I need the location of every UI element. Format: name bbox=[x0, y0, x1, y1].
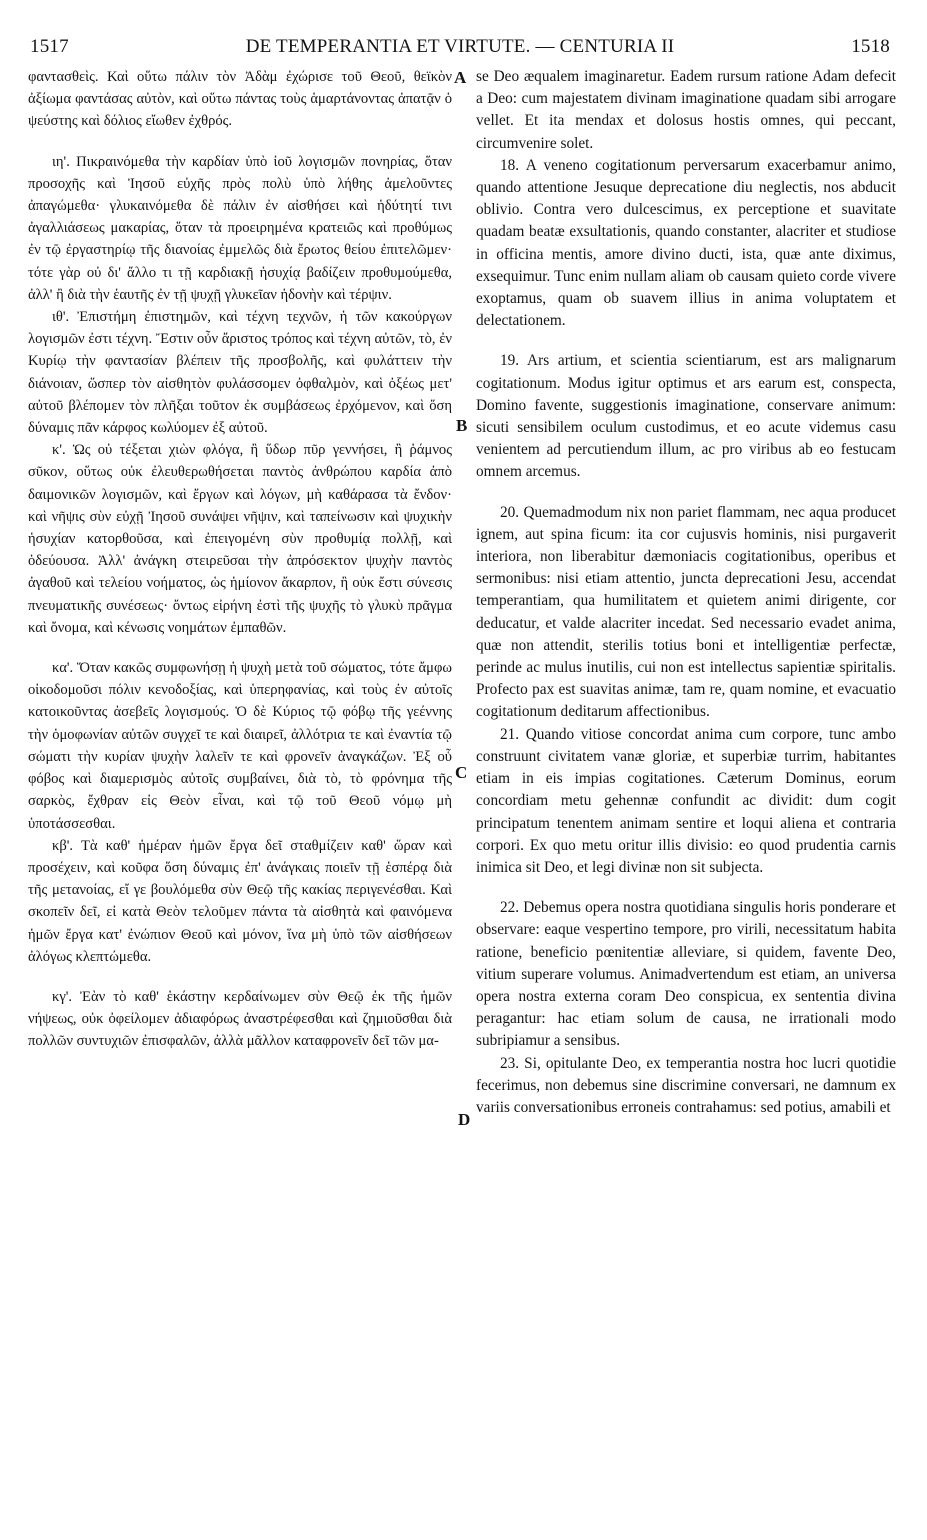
latin-column bbox=[476, 66, 896, 1119]
margin-marker-a: A bbox=[454, 68, 467, 87]
greek-paragraph: ιθ'. Ἐπιστήμη ἐπιστημῶν, καὶ τέχνη τεχνῶν, ἡ τῶν κακούργων λογισμῶν ἐστι τέχνη. Ἔστιν οὖν ἄριστος τρόπος καὶ τέχνη αὐτῶν, τὸ, ἐν Κυρίῳ τὴν φαντασίαν βλέπειν τῆς προσβολῆς, καὶ φυλάττειν τὴν διάνοιαν, ὥσπερ τὸν αἰσθητὸν φυλάσσομεν ὀφθαλμὸν, καὶ ὀξέως μετ' αὐτοῦ βλέπομεν τὸν πλῆξαι τοῦτον ἐκ συμβάσεως ἐρχόμενον, καὶ ὅση δύναμις πᾶν κάρφος κωλύομεν ἐξ αὐτοῦ. bbox=[28, 309, 452, 437]
page-number-right: 1518 bbox=[851, 36, 890, 57]
latin-paragraph: 20. Quemadmodum nix non pariet flammam, nec aqua producet ignem, aut spina ficum: ita cor cujusvis hominis, nisi purgaverit interiora, non liberabitur dæmoniacis cogitationibus, operibus et sermonibus: nisi etiam attentio, juncta deprecationi Jesu, accendat temperantiam, qua humilitatem et quietem animi dirigente, cor deducatur, et valde alacriter incedat. Sed necessario evadet anima, quæ non attendit, sterilis totius boni et intelligentiæ perfectæ, perinde ac mulus inutilis, cui non est intellectus sapientiæ spiritalis. Profecto pax est suavitas animæ, tam re, quam nomine, et evacuatio cogitationum deditarum affectionibus. bbox=[476, 503, 896, 721]
latin-paragraph: 18. A veneno cogitationum perversarum exacerbamur animo, quando attentione Jesuque deprecatione diu neglectis, nos abducit oblivio. Contra vero dulcescimus, ex perceptione et suavitate quadam beatæ exsultationis, quando constanter, alacriter et studiose in officina mentis, amore divino ducti, ista, quæ ante diximus, exsequimur. Tunc enim nullam aliam ob causam quieto corde vivere exoptamus, quam ob suavem illius in anima voluptatem et delectationem. bbox=[476, 156, 896, 330]
greek-paragraph: ιη'. Πικραινόμεθα τὴν καρδίαν ὑπὸ ἰοῦ λογισμῶν πονηρίας, ὅταν προσοχῆς καὶ Ἰησοῦ εὐχῆς πρὸς πολὺ ὑπὸ λήθης ἀμελοῦντες ἀπαγώμεθα· γλυκαινόμεθα δὲ πάλιν ἐν αἰσθήσει καὶ ἡδύτητί τινι ἀγαλλιάσεως μακαρίας, ὅταν τὰ προειρημένα κρατειῶς καὶ προθύμως ἐν τῷ ἐργαστηρίῳ τῆς διανοίας ἐμμελῶς διὰ ἔρωτος θείου ἐπιτελῶμεν· τότε γὰρ οὐ δι' ἄλλο τι τῇ καρδιακῇ ἡσυχίᾳ βαδίζειν προθυμούμεθα, ἀλλ' ἢ διὰ τὴν ἑαυτῆς ἐν τῇ ψυχῇ γλυκεῖαν ἡδονὴν καὶ τέρψιν. bbox=[28, 153, 452, 303]
greek-paragraph: κβ'. Τὰ καθ' ἡμέραν ἡμῶν ἔργα δεῖ σταθμίζειν καθ' ὥραν καὶ προσέχειν, καὶ κοῦφα ὅση δύναμις ἐπ' ἀνάγκαις ποιεῖν τῇ ἑσπέρᾳ διὰ τῆς μετανοίας, εἴ γε βουλόμεθα σὺν Θεῷ τῆς κακίας περιγενέσθαι. Καὶ σκοπεῖν δεῖ, εἰ κατὰ Θεὸν τελοῦμεν πάντα τὰ αἰσθητὰ καὶ φαινόμενα ἡμῶν ἔργα κατ' ἐνώπιον Θεοῦ καὶ μόνον, ἵνα μὴ ὑπὸ τῶν αἰσθήσεων ἀλόγως κλεπτώμεθα. bbox=[28, 837, 452, 965]
latin-paragraph: 21. Quando vitiose concordat anima cum corpore, tunc ambo construunt civitatem vanæ gloriæ, et superbiæ turrim, habitantes etiam in eis impias cogitationes. Cæterum Dominus, eorum concordiam metu gehennæ confundit ac dividit: dum cogit principatum tenentem animam sentire et loqui aliena et contraria corpori. Ex quo metu oritur illis divisio: eo quod prudentia carnis inimica sit Deo, et legi divinæ non sit subjecta. bbox=[476, 725, 896, 876]
margin-marker-c: C bbox=[455, 763, 468, 782]
margin-marker-b: B bbox=[456, 416, 468, 435]
latin-paragraph: 22. Debemus opera nostra quotidiana singulis horis ponderare et observare: eaque vespertino tempore, pro virili, necessitatum habita ratione, beneficio pœnitentiæ alleviare, si quidem, favente Deo, vitium superare volumus. Animadvertendum est etiam, an universa opera nostra externa coram Deo conspicua, ex sententia divina peragantur: hac etiam solum de causa, ne irrationali modo subripiamur a sensibus. bbox=[476, 899, 896, 1050]
margin-marker-d: D bbox=[458, 1110, 471, 1129]
greek-paragraph: κγ'. Ἐὰν τὸ καθ' ἑκάστην κερδαίνωμεν σὺν Θεῷ ἐκ τῆς ἡμῶν νήψεως, οὐκ ὀφείλομεν ἀδιαφόρως ἀναστρέφεσθαι καὶ ζημιοῦσθαι διὰ πολλῶν συντυχιῶν ἐπισφαλῶν, ἀλλὰ μᾶλλον καταφρονεῖν δεῖ τῶν μα- bbox=[28, 988, 452, 1050]
latin-paragraph: 19. Ars artium, et scientia scientiarum, est ars malignarum cogitationum. Modus igitur optimus et ars earum est, conspecta, Domino favente, suggestionis imaginatione, conservare animum: sicuti sensibilem oculum custodimus, et eo acute videmus casu venientem ad percutiendum illum, ac pro viribus ab eo festucam omnem arcemus. bbox=[476, 352, 896, 481]
greek-paragraph: κ'. Ὡς οὐ τέξεται χιὼν φλόγα, ἢ ὕδωρ πῦρ γεννήσει, ἢ ῥάμνος σῦκον, οὕτως οὐκ ἐλευθερωθήσεται παντὸς ἀνθρώπου καρδία ἀπὸ δαιμονικῶν λογισμῶν, καὶ ἔργων καὶ λόγων, μὴ καθάρασα τὰ ἔνδον· καὶ νῆψις σὺν εὐχῇ Ἰησοῦ συνάψει νῆψιν, καὶ ταπείνωσιν καὶ ψυχικὴν ἡσυχίαν κατορθοῦσα, καὶ ἐπειγομένη σὺν προθυμίᾳ πολλῇ, καὶ ὁδεύουσα. Ἀλλ' ἀνάγκη στειρεῦσαι τὴν ἀπρόσεκτον ψυχὴν παντὸς ἀγαθοῦ καὶ τελείου νοήματος, ὡς ἡμίονον ἄκαρπον, ἢ οὐκ ἔστι σύνεσις πνευματικῆς συνέσεως· ὄντως εἰρήνη ἐστὶ τῆς ψυχῆς τὸ γλυκὺ πρᾶγμα καὶ ὄνομα, καὶ κένωσις νοημάτων ἐμπαθῶν. bbox=[28, 442, 452, 636]
running-header bbox=[30, 36, 890, 62]
greek-paragraph: φαντασθεὶς. Καὶ οὕτω πάλιν τὸν Ἀδὰμ ἐχώρισε τοῦ Θεοῦ, θεϊκὸν ἀξίωμα φαντάσας αὐτὸν, καὶ οὕτω πάντας τοὺς ἁμαρτάνοντας ἀπατᾷν ὁ ψεύστης καὶ δόλιος εἴωθεν ἐχθρός. bbox=[28, 69, 452, 130]
page-number-left: 1517 bbox=[30, 36, 69, 57]
latin-paragraph: se Deo æqualem imaginaretur. Eadem rursum ratione Adam defecit a Deo: cum majestatem divinam imaginatione quadam sibi arrogare vellet. Et ita mendax et dolosus hostis omnes, qui peccant, circumvenire solet. bbox=[476, 68, 896, 152]
latin-paragraph: 23. Si, opitulante Deo, ex temperantia nostra hoc lucri quotidie fecerimus, non debemus sine discrimine conversari, ne damnum ex variis conversationibus erroneis contrahamus: sed potius, amabili et bbox=[476, 1054, 896, 1116]
greek-paragraph: κα'. Ὅταν κακῶς συμφωνήσῃ ἡ ψυχὴ μετὰ τοῦ σώματος, τότε ἄμφω οἰκοδομοῦσι πόλιν κενοδοξίας, καὶ ὑπερηφανίας, καὶ τοὺς ἐν αὐτοῖς κατοικοῦντας ἀσεβεῖς λογισμούς. Ὁ δὲ Κύριος τῷ φόβῳ τῆς γεέννης τὴν ὁμοφωνίαν αὐτῶν συγχεῖ τε καὶ διαιρεῖ, ἀλλότρια τε καὶ ἐναντία τῷ σώματι τὴν κυρίαν ψυχὴν λαλεῖν τε καὶ φρονεῖν ἀναγκάζων. Ἐξ οὗ φόβος καὶ διαμερισμὸς αὐτοῖς συμβαίνει, διὰ τὸ, τὸ φρόνημα τῆς σαρκὸς, ἔχθραν εἰς Θεὸν εἶναι, καὶ τῷ τοῦ Θεοῦ νόμῳ μὴ ὑποτάσσεσθαι. bbox=[28, 660, 452, 832]
greek-column bbox=[28, 66, 452, 1053]
running-title: DE TEMPERANTIA ET VIRTUTE. — CENTURIA II bbox=[245, 36, 675, 57]
